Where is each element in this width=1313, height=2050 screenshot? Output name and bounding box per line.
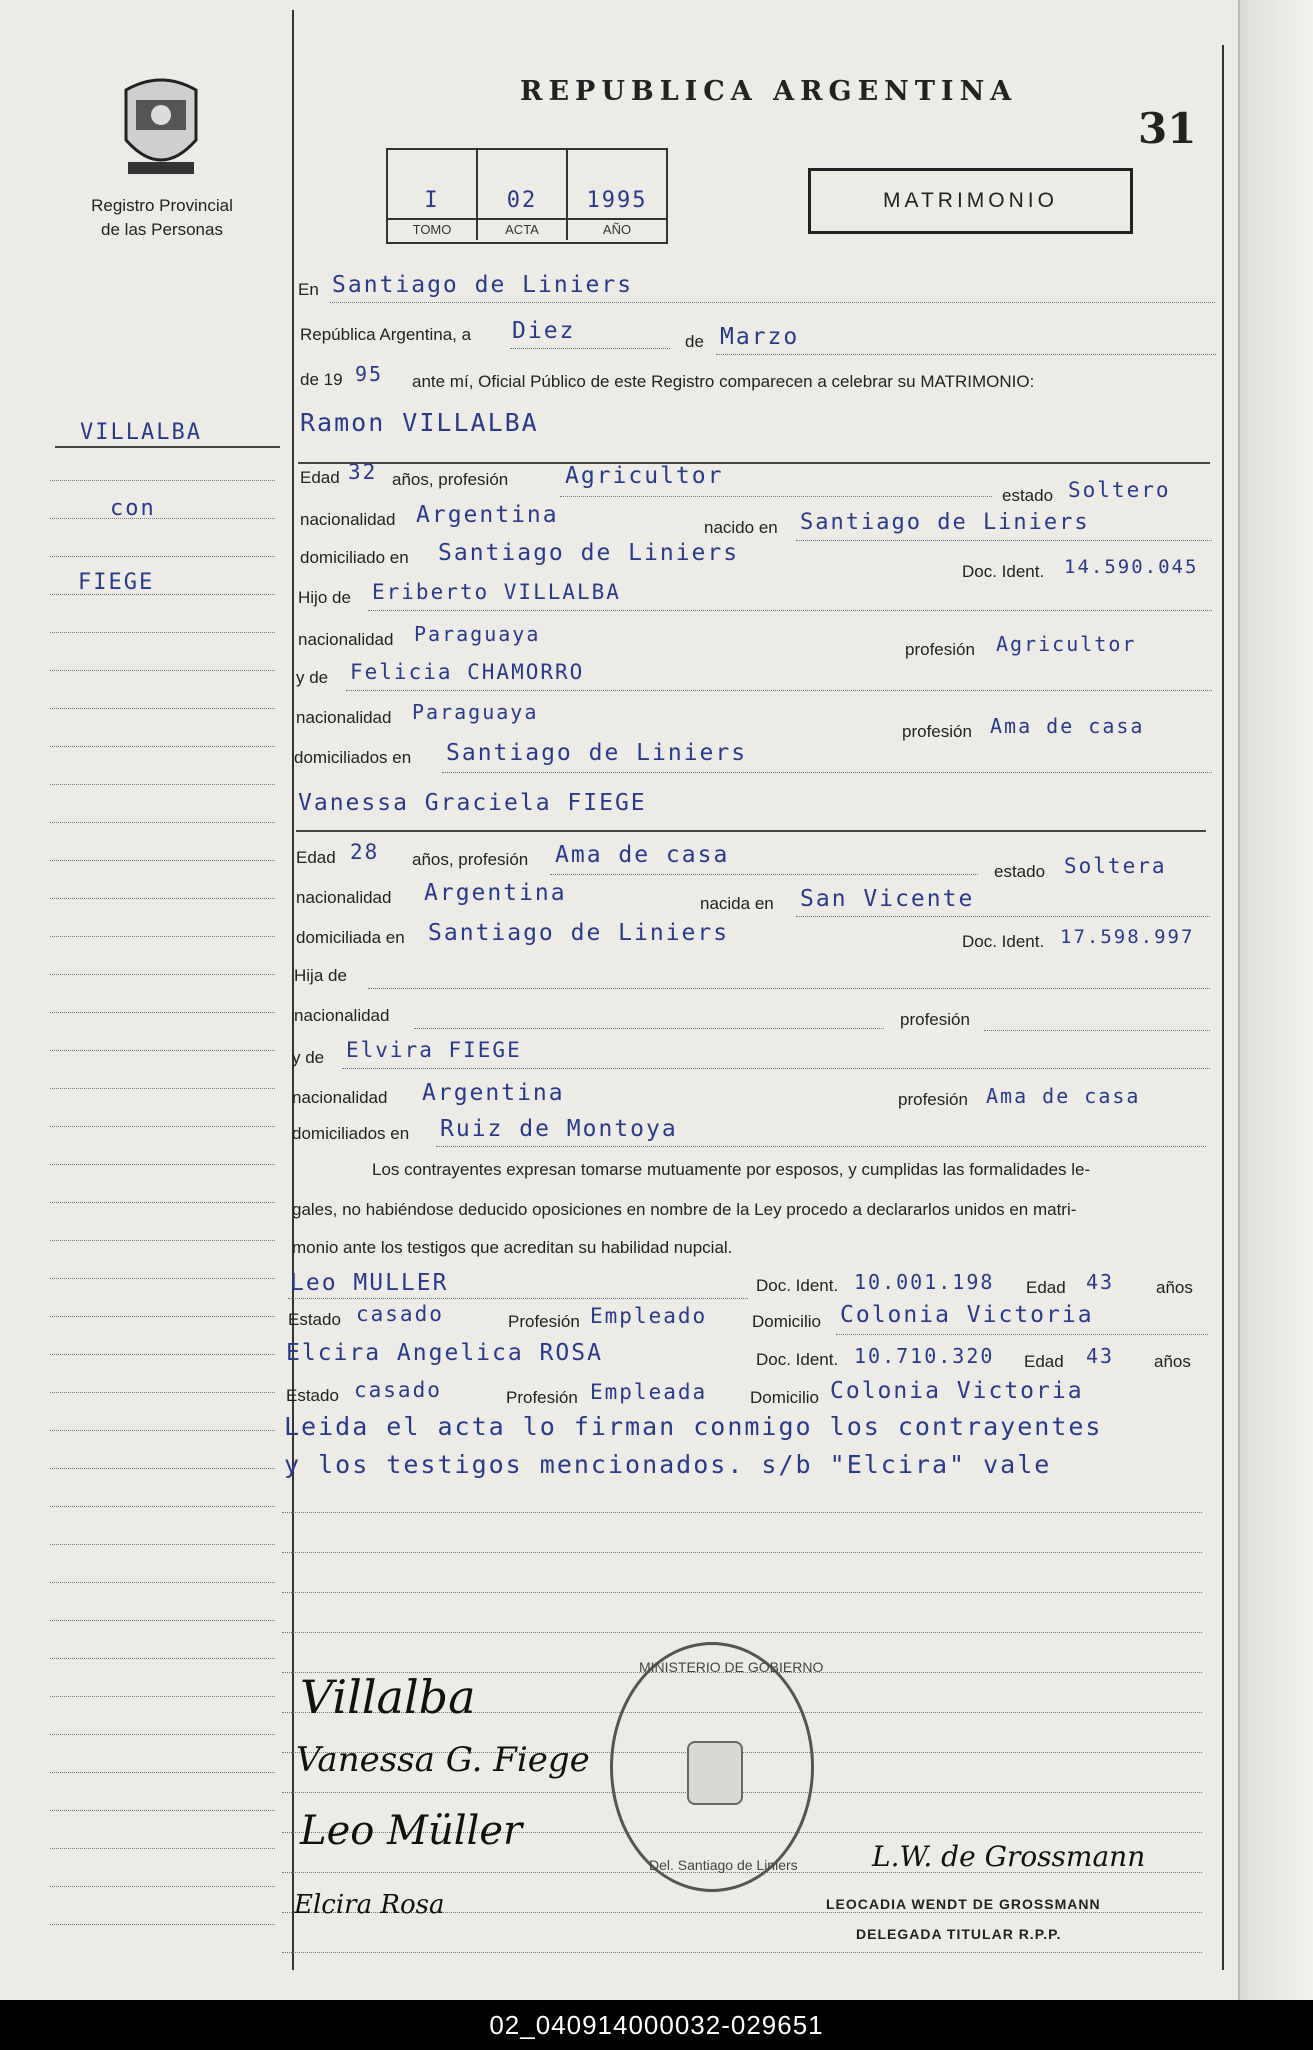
acta-cell: [478, 150, 568, 240]
country-title: REPUBLICA ARGENTINA: [520, 76, 1018, 107]
official-title: DELEGADA TITULAR R.P.P.: [856, 1926, 1062, 1942]
groom-doc: 14.590.045: [1064, 556, 1199, 578]
margin-rule-line: [50, 670, 275, 671]
blank-rule-line: [282, 1952, 1202, 1953]
bride-nationality: Argentina: [424, 880, 567, 906]
bride-estado-label: estado: [994, 862, 1046, 881]
field-line: [342, 1068, 1210, 1069]
margin-rule-line: [50, 1924, 275, 1925]
witness1-dom-label: Domicilio: [752, 1312, 821, 1331]
groom-parents-dom: Santiago de Liniers: [446, 740, 748, 766]
margin-rule: [292, 10, 294, 1970]
witness2-prof-label: Profesión: [506, 1388, 578, 1407]
declaration-line1: Los contrayentes expresan tomarse mutuamente por esposos, y cumplidas las formalidades le-: [372, 1160, 1091, 1179]
field-line: [560, 496, 992, 497]
groom-mother-nat: Paraguaya: [412, 700, 539, 724]
witness2-anios-label: años: [1154, 1352, 1191, 1371]
blank-rule-line: [282, 1512, 1202, 1513]
groom-estado-label: estado: [1002, 486, 1054, 505]
field-line: [368, 988, 1210, 989]
witness2-estado-label: Estado: [286, 1386, 339, 1405]
tomo-cell: [388, 150, 478, 240]
groom-father-nat-label: nacionalidad: [298, 630, 394, 649]
reference-table: [386, 148, 668, 244]
registry-name-line2: de las Personas: [101, 220, 223, 239]
bride-yde-label: y de: [292, 1048, 325, 1067]
blank-rule-line: [282, 1592, 1202, 1593]
blank-rule-line: [282, 1552, 1202, 1553]
margin-rule-line: [50, 1658, 275, 1659]
tomo-label: TOMO: [388, 218, 476, 237]
margin-rule-line: [50, 974, 275, 975]
anio-cell: [568, 150, 666, 240]
field-line: [796, 540, 1212, 541]
anio-value: 1995: [586, 188, 648, 213]
field-line: [984, 1030, 1210, 1031]
bride-name: Vanessa Graciela FIEGE: [298, 790, 647, 816]
groom-profession: Agricultor: [565, 463, 724, 489]
margin-groom-surname: VILLALBA: [80, 420, 202, 445]
margin-rule-line: [50, 822, 275, 823]
witness1-doc-label: Doc. Ident.: [756, 1276, 839, 1295]
intro-text: ante mí, Oficial Público de este Registro comparecen a celebrar su MATRIMONIO:: [412, 372, 1035, 391]
margin-rule-line: [50, 1278, 275, 1279]
groom-doc-label: Doc. Ident.: [962, 562, 1045, 581]
margin-rule-line: [50, 1772, 275, 1773]
witness1-prof-label: Profesión: [508, 1312, 580, 1331]
witness2-age: 43: [1086, 1344, 1115, 1368]
field-line: [716, 354, 1216, 355]
bride-nacida-label: nacida en: [700, 894, 774, 913]
groom-hijo-label: Hijo de: [298, 588, 351, 607]
margin-rule-line: [50, 898, 275, 899]
bride-mother-prof: Ama de casa: [986, 1084, 1141, 1108]
margin-rule-line: [50, 1316, 275, 1317]
field-line: [550, 874, 978, 875]
acta-label: ACTA: [478, 218, 566, 237]
bride-nat-label: nacionalidad: [296, 888, 392, 907]
groom-domicile: Santiago de Liniers: [438, 540, 740, 566]
groom-profesion-label: años, profesión: [392, 470, 509, 489]
bride-profesion-label: años, profesión: [412, 850, 529, 869]
margin-rule-line: [50, 1050, 275, 1051]
closing-line2: y los testigos mencionados. s/b "Elcira" vale: [284, 1450, 1052, 1479]
margin-rule-line: [50, 1734, 275, 1735]
witness1-estado-label: Estado: [288, 1310, 341, 1329]
declaration-line3: monio ante los testigos que acreditan su habilidad nupcial.: [292, 1238, 733, 1257]
bride-mother-prof-label: profesión: [898, 1090, 968, 1109]
bride-doc-label: Doc. Ident.: [962, 932, 1045, 951]
field-line: [436, 1146, 1206, 1147]
margin-rule-line: [50, 936, 275, 937]
groom-father-nat: Paraguaya: [414, 622, 541, 646]
margin-rule-line: [50, 1886, 275, 1887]
margin-rule-line: [50, 1088, 275, 1089]
signature-bride: Vanessa G. Fiege: [296, 1740, 590, 1780]
witness2-doc-label: Doc. Ident.: [756, 1350, 839, 1369]
margin-rule-line: [50, 632, 275, 633]
bride-doc: 17.598.997: [1060, 926, 1195, 948]
groom-nat-label: nacionalidad: [300, 510, 396, 529]
groom-father: Eriberto VILLALBA: [372, 580, 621, 604]
bride-domicile: Santiago de Liniers: [428, 920, 730, 946]
groom-nacido-label: nacido en: [704, 518, 778, 537]
margin-rule-line: [50, 1848, 275, 1849]
groom-yde-label: y de: [296, 668, 329, 687]
seal-bottom-text: Del. Santiago de Liniers: [649, 1857, 798, 1873]
bride-father-prof-label: profesión: [900, 1010, 970, 1029]
groom-mother: Felicia CHAMORRO: [350, 660, 585, 684]
month-value: Marzo: [720, 324, 800, 350]
bride-birthplace: San Vicente: [800, 886, 975, 912]
groom-mother-prof: Ama de casa: [990, 714, 1145, 738]
anio-label: AÑO: [568, 218, 666, 237]
margin-rule-line: [50, 860, 275, 861]
witness2-profession: Empleada: [590, 1380, 708, 1404]
bride-mother-nat: Argentina: [422, 1080, 565, 1106]
acta-value: 02: [506, 188, 538, 213]
witness1-estado: casado: [356, 1302, 444, 1326]
margin-rule-line: [50, 1468, 275, 1469]
image-id-footer: 02_040914000032-029651: [0, 2000, 1313, 2050]
de-label: de: [685, 332, 704, 351]
official-name: LEOCADIA WENDT DE GROSSMANN: [826, 1896, 1101, 1912]
margin-rule-line: [50, 1126, 275, 1127]
bride-edad-label: Edad: [296, 848, 336, 867]
bride-parents-dom-label: domiciliados en: [292, 1124, 410, 1143]
margin-rule-line: [50, 1506, 275, 1507]
witness1-edad-label: Edad: [1026, 1278, 1066, 1297]
place-value: Santiago de Liniers: [332, 272, 634, 298]
margin-rule-line: [50, 784, 275, 785]
groom-birthplace: Santiago de Liniers: [800, 510, 1090, 535]
margin-rule-line: [50, 518, 275, 519]
groom-age: 32: [348, 460, 378, 484]
margin-rule-line: [50, 1202, 275, 1203]
field-line: [346, 690, 1212, 691]
bride-dom-label: domiciliada en: [296, 928, 405, 947]
signature-witness1: Leo Müller: [300, 1808, 523, 1854]
margin-rule-line: [50, 1354, 275, 1355]
groom-name: Ramon VILLALBA: [300, 408, 539, 437]
year-suffix: 95: [355, 362, 384, 386]
seal-top-text: MINISTERIO DE GOBIERNO: [639, 1659, 824, 1675]
field-line: [796, 916, 1210, 917]
margin-bride-surname: FIEGE: [78, 570, 155, 595]
groom-father-prof-label: profesión: [905, 640, 975, 659]
margin-rule-line: [50, 1240, 275, 1241]
witness2-estado: casado: [354, 1378, 442, 1402]
page-number: 31: [1138, 104, 1197, 153]
groom-mother-prof-label: profesión: [902, 722, 972, 741]
en-label: En: [298, 280, 319, 299]
tomo-value: I: [424, 188, 440, 213]
margin-con: con: [110, 496, 156, 521]
margin-rule-line: [50, 1012, 275, 1013]
declaration-line2: gales, no habiéndose deducido oposiciones en nombre de la Ley procedo a declararlos unidos en matri-: [292, 1200, 1077, 1219]
republica-label: República Argentina, a: [300, 325, 472, 344]
field-line: [414, 1028, 884, 1029]
groom-parents-dom-label: domiciliados en: [294, 748, 412, 767]
margin-line: [55, 446, 280, 448]
witness2-domicile: Colonia Victoria: [830, 1378, 1084, 1404]
signature-groom: Villalba: [300, 1670, 476, 1724]
official-signature: L.W. de Grossmann: [872, 1840, 1146, 1873]
bride-parents-dom: Ruiz de Montoya: [440, 1116, 678, 1142]
margin-rule-line: [50, 1696, 275, 1697]
witness2-name: Elcira Angelica ROSA: [286, 1340, 603, 1366]
right-rule: [1222, 45, 1224, 1970]
groom-nationality: Argentina: [416, 502, 559, 528]
field-line: [288, 1298, 748, 1299]
margin-rule-line: [50, 1620, 275, 1621]
margin-rule-line: [50, 480, 275, 481]
groom-mother-nat-label: nacionalidad: [296, 708, 392, 727]
year-prefix: de 19: [300, 370, 343, 389]
section-line: [296, 830, 1206, 832]
section-line: [298, 462, 1210, 464]
margin-rule-line: [50, 1430, 275, 1431]
groom-estado: Soltero: [1068, 478, 1171, 502]
field-line: [836, 1334, 1208, 1335]
bride-mother: Elvira FIEGE: [346, 1038, 522, 1062]
groom-edad-label: Edad: [300, 468, 340, 487]
bride-hija-label: Hija de: [294, 966, 347, 985]
coat-of-arms-icon: [118, 70, 204, 180]
witness1-domicile: Colonia Victoria: [840, 1302, 1094, 1328]
seal-emblem-icon: [687, 1741, 743, 1805]
margin-rule-line: [50, 1810, 275, 1811]
bride-profession: Ama de casa: [555, 842, 730, 868]
witness2-edad-label: Edad: [1024, 1352, 1064, 1371]
witness1-anios-label: años: [1156, 1278, 1193, 1297]
witness1-doc: 10.001.198: [854, 1270, 995, 1294]
field-line: [510, 348, 670, 349]
groom-dom-label: domiciliado en: [300, 548, 409, 567]
groom-father-prof: Agricultor: [996, 632, 1137, 656]
margin-rule-line: [50, 746, 275, 747]
bride-age: 28: [350, 840, 380, 864]
bride-estado: Soltera: [1064, 854, 1167, 878]
closing-line1: Leida el acta lo firman conmigo los contrayentes: [284, 1412, 1103, 1441]
margin-rule-line: [50, 1164, 275, 1165]
margin-rule-line: [50, 556, 275, 557]
margin-rule-line: [50, 708, 275, 709]
margin-rule-line: [50, 1582, 275, 1583]
document-type-box: MATRIMONIO: [808, 168, 1133, 234]
official-seal: [610, 1642, 824, 1892]
page-edge: [1238, 0, 1313, 2000]
blank-rule-line: [282, 1632, 1202, 1633]
witness1-profession: Empleado: [590, 1304, 708, 1328]
day-value: Diez: [512, 318, 576, 344]
field-line: [442, 772, 1212, 773]
margin-rule-line: [50, 1544, 275, 1545]
registry-name-line1: Registro Provincial: [91, 196, 233, 215]
bride-father-nat-label: nacionalidad: [294, 1006, 390, 1025]
margin-rule-line: [50, 594, 275, 595]
witness2-doc: 10.710.320: [854, 1344, 995, 1368]
margin-rule-line: [50, 1392, 275, 1393]
witness2-dom-label: Domicilio: [750, 1388, 819, 1407]
field-line: [330, 302, 1215, 303]
witness1-name: Leo MULLER: [290, 1270, 449, 1296]
witness1-age: 43: [1086, 1270, 1115, 1294]
signature-witness2: Elcira Rosa: [294, 1890, 445, 1920]
bride-mother-nat-label: nacionalidad: [292, 1088, 388, 1107]
field-line: [368, 610, 1212, 611]
